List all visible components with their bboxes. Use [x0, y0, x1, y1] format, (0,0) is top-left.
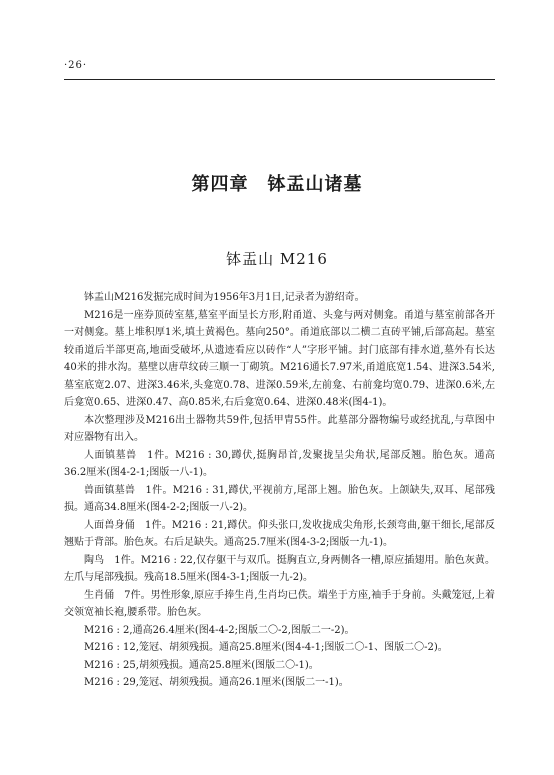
paragraph: M216 : 29,笼冠、胡须残损。通高26.1厘米(图版二一-1)。	[84, 677, 349, 688]
paragraph: 钵盂山M216发掘完成时间为1956年3月1日,记录者为游绍奇。	[84, 292, 365, 303]
paragraph: M216 : 12,笼冠、胡须残损。通高25.8厘米(图4-4-1;图版二〇-1、图版二〇-2)。	[84, 642, 448, 653]
section-title: 钵盂山 M216	[226, 250, 328, 268]
body-text	[64, 289, 495, 692]
paragraph: M216 : 2,通高26.4厘米(图4-4-2;图版二〇-2,图版二一-2)。	[84, 624, 355, 636]
paragraph: 本次整理涉及M216出土器物共59件,包括甲胄55件。此墓部分器物编号或经扰乱,与草图中对应器物有出入。	[64, 414, 495, 443]
paragraph: 生肖俑 7件。男性形象,原应手捧生肖,生肖均已佚。端坐于方座,袖手于身前。头戴笼冠,上着交领宽袖长袍,腰系带。胎色灰。	[64, 589, 495, 618]
paragraph: 陶鸟 1件。M216 : 22,仅存躯干与双爪。挺胸直立,身两侧各一槽,原应插翅用。胎色灰黄。左爪与尾部残损。残高18.5厘米(图4-3-1;图版一九-2)。	[64, 554, 495, 583]
paragraph: M216是一座券顶砖室墓,墓室平面呈长方形,附甬道、头龛与两对侧龛。甬道与墓室前部各开一对侧龛。墓上堆积厚1米,填土黄褐色。墓向250°。甬道底部以二横二直砖平铺,后部高起。墓室较甬道后半部更高,地面受破坏,从遗迹看应以砖作“人”字形平铺。封门底部有排水道,墓外有长达40米的排水沟。墓壁以唐草纹砖三顺一丁砌筑。M216通长7.97米,甬道底宽1.54、进深3.54米,墓室底宽2.07、进深3.46米,头龛宽0.78、进深0.59米,左前龛、右前龛均宽0.79、进深0.6米,左后龛宽0.65、进深0.47、高0.85米,右后龛宽0.64、进深0.48米(图4-1)。	[64, 309, 495, 408]
header-divider	[64, 79, 495, 80]
page-number: ·26·	[64, 60, 88, 71]
paragraph: 人面兽身俑 1件。M216 : 21,蹲伏。仰头张口,发收拢成尖角形,长颈弯曲,躯干细长,尾部反翘贴于背部。胎色灰。右后足缺失。通高25.7厘米(图4-3-2;图版一九-1)。	[64, 519, 495, 548]
paragraph: M216 : 25,胡须残损。通高25.8厘米(图版二〇-1)。	[84, 659, 319, 671]
chapter-title: 第四章 钵盂山诸墓	[191, 174, 363, 195]
paragraph: 人面镇墓兽 1件。M216 : 30,蹲伏,挺胸昂首,发聚拢呈尖角状,尾部反翘。胎色灰。通高36.2厘米(图4-2-1;图版一八-1)。	[64, 449, 495, 478]
paragraph: 兽面镇墓兽 1件。M216 : 31,蹲伏,平视前方,尾部上翘。胎色灰。上颌缺失,双耳、尾部残损。通高34.8厘米(图4-2-2;图版一八-2)。	[64, 484, 495, 513]
